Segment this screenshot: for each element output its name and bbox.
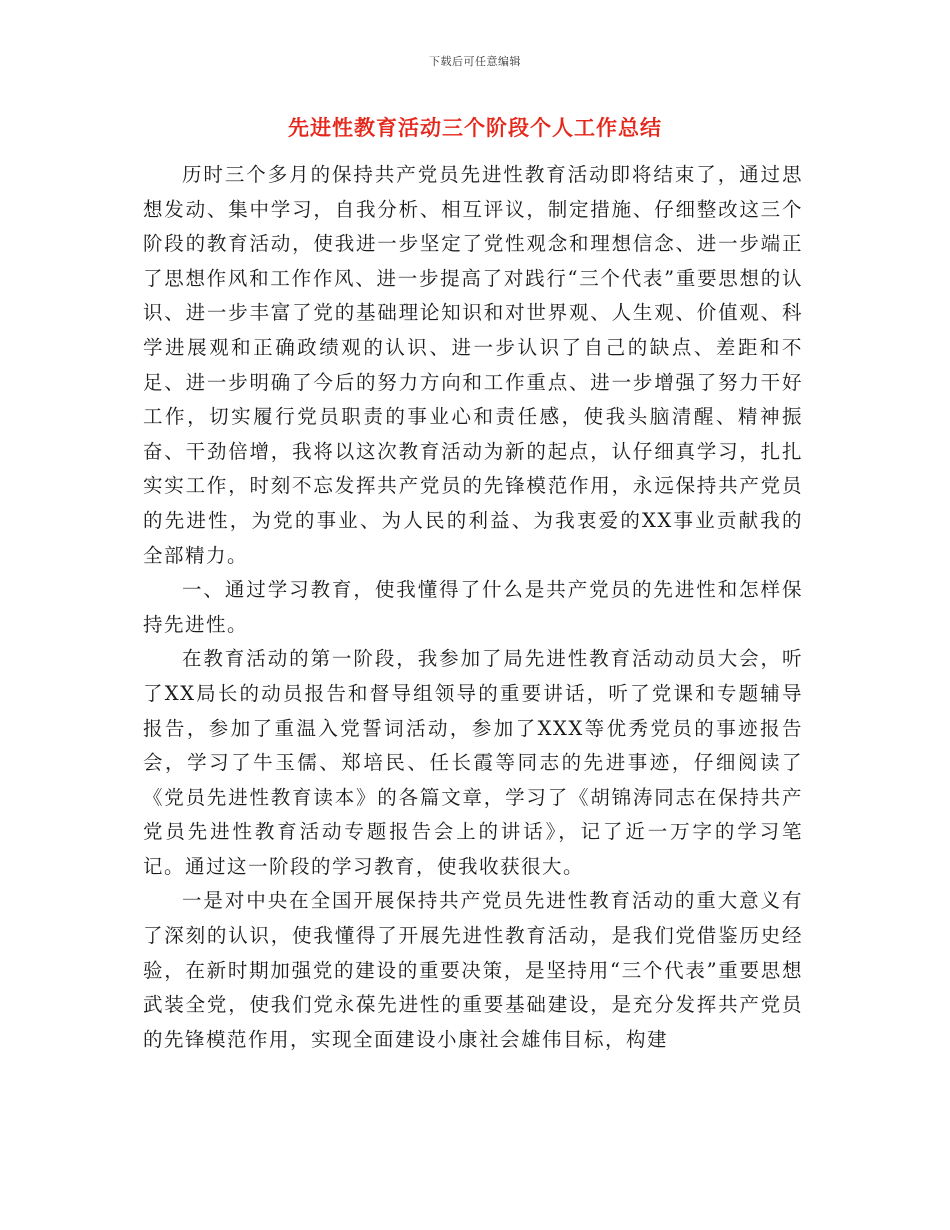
header-note: 下载后可任意编辑	[429, 55, 521, 68]
body-paragraph: 一是对中央在全国开展保持共产党员先进性教育活动的重大意义有了深刻的认识，使我懂得了开展先进性教育活动，是我们党借鉴历史经验，在新时期加强党的建设的重要决策，是坚持用“三个代表”重要思想武装全党，使我们党永葆先进性的重要基础建设，是充分发挥共产党员的先锋模范作用，实现全面建设小康社会雄伟目标，构建	[143, 889, 803, 1051]
body-paragraph: 在教育活动的第一阶段，我参加了局先进性教育活动动员大会，听了XX局长的动员报告和督导组领导的重要讲话，听了党课和专题辅导报告，参加了重温入党誓词活动，参加了XXX等优秀党员的事迹报告会，学习了牛玉儒、郑培民、任长霞等同志的先进事迹，仔细阅读了《党员先进性教育读本》的各篇文章，学习了《胡锦涛同志在保持共产党员先进性教育活动专题报告会上的讲话》，记了近一万字的学习笔记。通过这一阶段的学习教育，使我收获很大。	[143, 647, 803, 878]
body-paragraph: 历时三个多月的保持共产党员先进性教育活动即将结束了，通过思想发动、集中学习，自我分析、相互评议，制定措施、仔细整改这三个阶段的教育活动，使我进一步坚定了党性观念和理想信念、进一步端正了思想作风和工作作风、进一步提高了对践行“三个代表”重要思想的认识、进一步丰富了党的基础理论知识和对世界观、人生观、价值观、科学进展观和正确政绩观的认识、进一步认识了自己的缺点、差距和不足、进一步明确了今后的努力方向和工作重点、进一步增强了努力干好工作，切实履行党员职责的事业心和责任感，使我头脑清醒、精神振奋、干劲倍增，我将以这次教育活动为新的起点，认仔细真学习，扎扎实实工作，时刻不忘发挥共产党员的先锋模范作用，永远保持共产党员的先进性，为党的事业、为人民的利益、为我衷爱的XX事业贡献我的全部精力。	[143, 163, 803, 567]
section-heading-paragraph: 一、通过学习教育，使我懂得了什么是共产党员的先进性和怎样保持先进性。	[143, 578, 803, 636]
document-body	[143, 158, 803, 1057]
document-title: 先进性教育活动三个阶段个人工作总结	[288, 116, 662, 140]
